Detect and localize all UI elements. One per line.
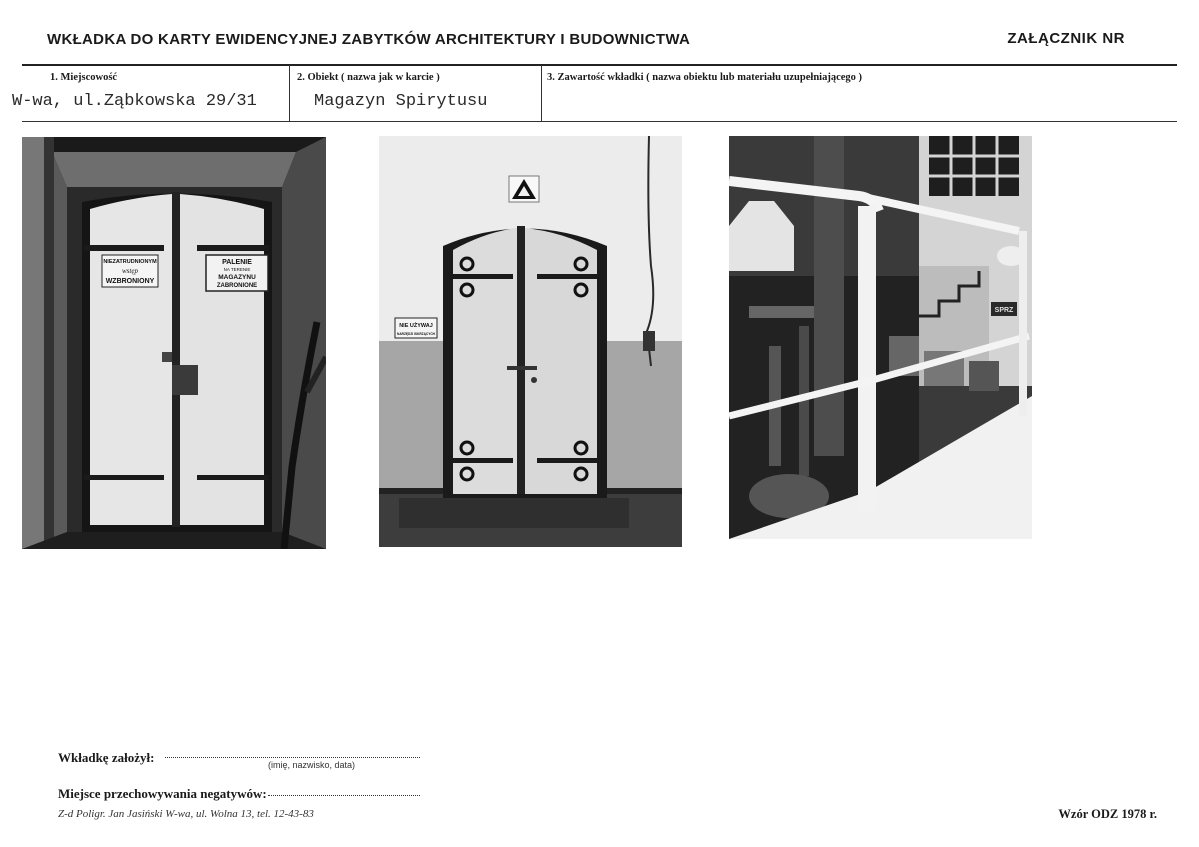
sign-left-line-2: wstęp [122,267,138,275]
inserted-by-field[interactable] [165,757,420,758]
printer-imprint: Z-d Poligr. Jan Jasiński W-wa, ul. Wolna 13, tel. 12-43-83 [58,808,314,820]
inserted-by-hint: (imię, nazwisko, data) [268,760,356,770]
sign-no-sparking-line-1: NIE UŻYWAJ [399,323,433,329]
sign-right-line-4: ZABRONIONE [216,283,258,289]
field-label-contents: 3. Zawartość wkładki ( nazwa obiektu lub materiału uzupełniającego ) [547,72,863,83]
field-value-object: Magazyn Spirytusu [314,92,488,111]
header-rule [22,64,1177,66]
photo-distillery-interior [729,136,1032,539]
sign-left-line-3: WZBRONIONY [105,278,155,285]
field-divider [289,65,290,121]
field-label-locality: 1. Miejscowość [50,72,118,83]
field-divider [541,65,542,121]
photo-arched-door [379,136,682,547]
sign-right-line-1: PALENIE [222,259,252,266]
negatives-location-field[interactable] [268,795,420,796]
form-code: Wzór ODZ 1978 r. [1058,807,1157,821]
sign-right-line-2: NA TERENIE [223,267,251,272]
field-label-object: 2. Obiekt ( nazwa jak w karcie ) [297,72,440,83]
annex-number-label: ZAŁĄCZNIK NR [1007,30,1125,47]
fields-rule [22,121,1177,122]
form-title: WKŁADKA DO KARTY EWIDENCYJNEJ ZABYTKÓW ARCHITEKTURY I BUDOWNICTWA [47,31,691,48]
sign-left-line-1: NIEZATRUDNIONYM [103,259,157,265]
photo-door-alcove [22,137,326,549]
sign-right-line-3: MAGAZYNU [218,274,256,281]
negatives-location-label: Miejsce przechowywania negatywów: [58,786,267,801]
field-value-locality: W-wa, ul.Ząbkowska 29/31 [12,92,257,111]
inserted-by-label: Wkładkę założył: [58,750,155,765]
sign-no-sparking-line-2: NARZĘDZI ISKRZĄCYCH [397,332,435,336]
sign-sprz: SPRZ [994,307,1014,314]
